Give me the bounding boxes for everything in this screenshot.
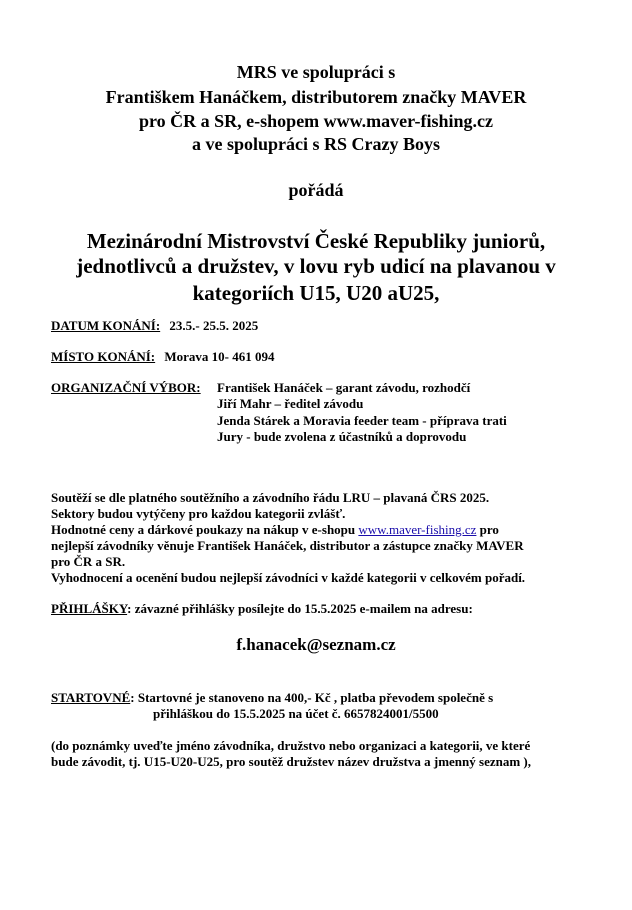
info-line-4: nejlepší závodníky věnuje František Hanáček, distributor a zástupce značky MAVER — [51, 538, 524, 553]
vybor-label: ORGANIZAČNÍ VÝBOR: — [51, 380, 201, 395]
info-line-1: Soutěží se dle platného soutěžního a závodního řádu LRU – plavaná ČRS 2025. — [51, 490, 490, 505]
startovne-row — [51, 690, 493, 706]
vybor-row-1: František Hanáček – garant závodu, rozhodčí — [217, 380, 471, 395]
porada-label: pořádá — [288, 180, 344, 200]
header-line-2: Františkem Hanáčkem, distributorem značky MAVER — [105, 87, 527, 107]
misto-row — [51, 349, 275, 365]
info-line-3-post: pro — [476, 522, 499, 537]
note-line-2: bude závodit, tj. U15-U20-U25, pro soutěž družstev název družstva a jmenný seznam ), — [51, 754, 531, 769]
note-line-1: (do poznámky uveďte jméno závodníka, družstvo nebo organizaci a kategorii, ve které — [51, 738, 531, 753]
prihlasky-text: : závazné přihlášky posílejte do 15.5.2025 e-mailem na adresu: — [127, 601, 473, 616]
datum-label: DATUM KONÁNÍ: — [51, 318, 161, 333]
startovne-line-1: : Startovné je stanoveno na 400,- Kč , platba převodem společně s — [130, 690, 494, 705]
info-line-6: Vyhodnocení a ocenění budou nejlepší závodníci v každé kategorii v celkovém pořadí. — [51, 570, 526, 585]
info-line-3-text: Hodnotné ceny a dárkové poukazy na nákup v e-shopu — [51, 522, 359, 537]
vybor-row-4: Jury - bude zvolena z účastníků a doprovodu — [217, 429, 467, 444]
header-line-4: a ve spolupráci s RS Crazy Boys — [191, 134, 440, 154]
title-line-2: jednotlivců a družstev, v lovu ryb udicí na plavanou v — [76, 254, 556, 278]
contact-email[interactable]: f.hanacek@seznam.cz — [236, 635, 396, 654]
info-line-3 — [51, 522, 499, 538]
prihlasky-row — [51, 601, 473, 617]
title-line-3: kategoriích U15, U20 aU25, — [192, 281, 440, 305]
info-line-5: pro ČR a SR. — [51, 554, 126, 569]
startovne-label: STARTOVNÉ — [51, 690, 131, 705]
info-line-2: Sektory budou vytýčeny pro každou kategorii zvlášť. — [51, 506, 346, 521]
misto-value: Morava 10- 461 094 — [164, 349, 275, 364]
startovne-line-2: přihláškou do 15.5.2025 na účet č. 6657824001/5500 — [153, 706, 439, 721]
vybor-row-3: Jenda Stárek a Moravia feeder team - příprava trati — [217, 413, 507, 428]
header-line-3: pro ČR a SR, e-shopem www.maver-fishing.cz — [139, 111, 493, 131]
title-line-1: Mezinárodní Mistrovství České Republiky juniorů, — [86, 229, 546, 253]
prihlasky-label: PŘIHLÁŠKY — [51, 601, 128, 616]
header-line-1: MRS ve spolupráci s — [236, 62, 396, 82]
datum-row — [51, 318, 258, 334]
datum-value: 23.5.- 25.5. 2025 — [169, 318, 259, 333]
misto-label: MÍSTO KONÁNÍ: — [51, 349, 156, 364]
eshop-link[interactable]: www.maver-fishing.cz — [358, 522, 477, 537]
vybor-row-2: Jiří Mahr – ředitel závodu — [217, 396, 364, 411]
